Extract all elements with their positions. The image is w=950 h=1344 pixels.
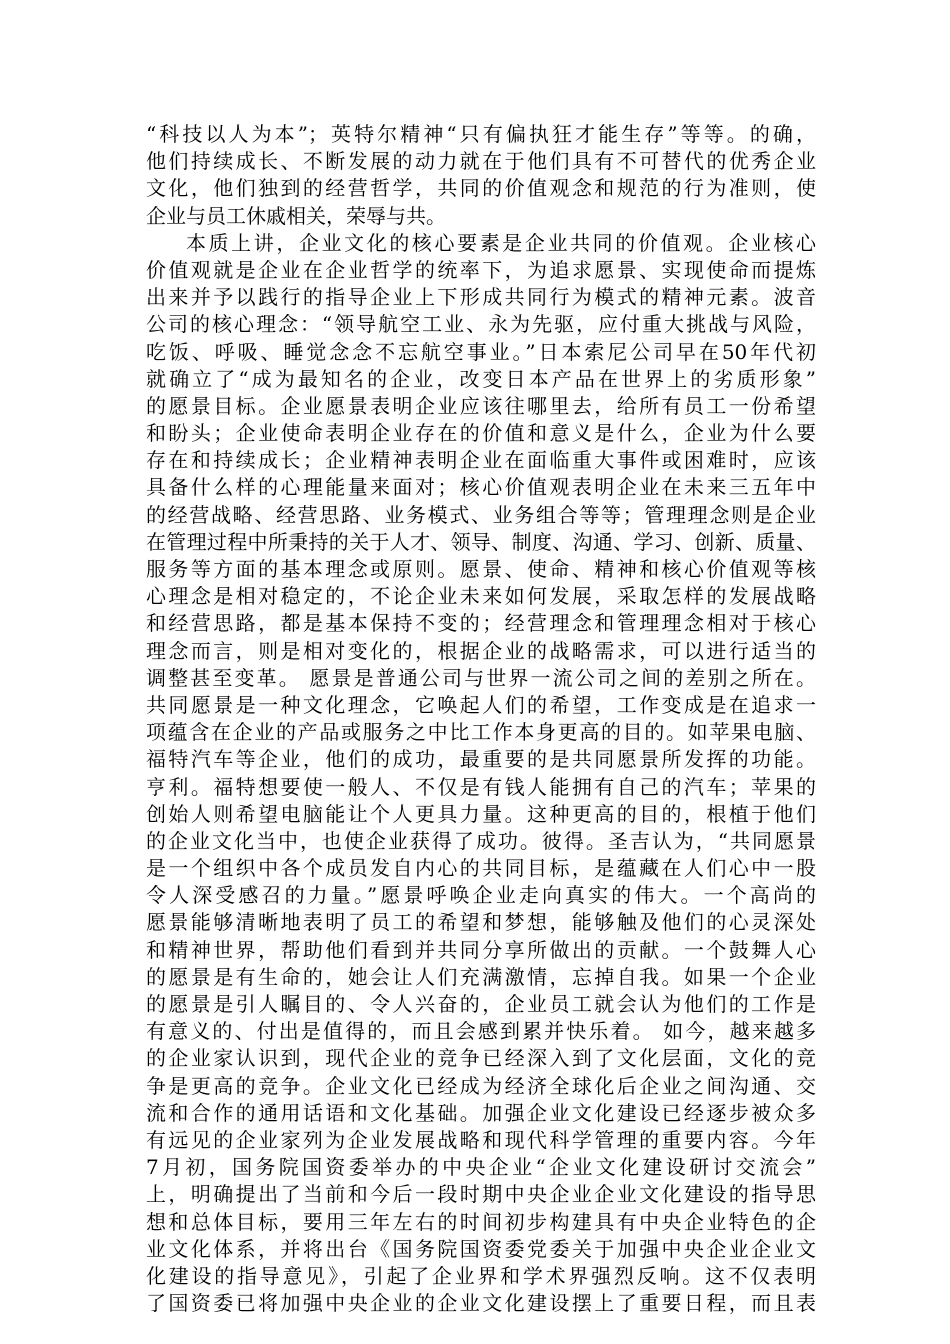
text-line: 创始人则希望电脑能让个人更具力量。这种更高的目的，根植于他们 [146, 801, 816, 826]
text-line: 争是更高的竞争。企业文化已经成为经济全球化后企业之间沟通、交 [146, 1073, 816, 1098]
text-line: 上，明确提出了当前和今后一段时期中央企业企业文化建设的指导思 [146, 1182, 816, 1207]
text-line: 愿景能够清晰地表明了员工的希望和梦想，能够触及他们的心灵深处 [146, 910, 816, 935]
text-line: 是一个组织中各个成员发自内心的共同目标，是蕴藏在人们心中一股 [146, 856, 816, 881]
text-line: 和精神世界，帮助他们看到并共同分享所做出的贡献。一个鼓舞人心 [146, 937, 816, 962]
text-line: 和经营思路，都是基本保持不变的；经营理念和管理理念相对于核心 [146, 611, 816, 636]
text-line: 想和总体目标，要用三年左右的时间初步构建具有中央企业特色的企 [146, 1209, 816, 1234]
body-text [146, 121, 816, 1317]
text-line: 具备什么样的心理能量来面对；核心价值观表明企业在未来三五年中 [146, 475, 816, 500]
text-line: 的愿景是有生命的，她会让人们充满激情，忘掉自我。如果一个企业 [146, 964, 816, 989]
text-line: 心理念是相对稳定的，不论企业未来如何发展，采取怎样的发展战略 [146, 584, 816, 609]
text-line: 化建设的指导意见》，引起了企业界和学术界强烈反响。这不仅表明 [146, 1263, 816, 1288]
text-line: 他们持续成长、不断发展的动力就在于他们具有不可替代的优秀企业 [146, 149, 816, 174]
text-line: 亨利。福特想要使一般人、不仅是有钱人能拥有自己的汽车；苹果的 [146, 774, 816, 799]
text-line: 服务等方面的基本理念或原则。愿景、使命、精神和核心价值观等核 [146, 557, 816, 581]
text-line: 和盼头；企业使命表明企业存在的价值和意义是什么，企业为什么要 [146, 421, 816, 446]
text-line: 文化，他们独到的经营哲学，共同的价值观念和规范的行为准则，使 [146, 176, 816, 201]
text-line: 出来并予以践行的指导企业上下形成共同行为模式的精神元素。波音 [146, 285, 816, 310]
text-line: 令人深受感召的力量。”愿景呼唤企业走向真实的伟大。一个高尚的 [146, 883, 816, 908]
text-line: 共同愿景是一种文化理念，它唤起人们的希望，工作变成是在追求一 [146, 692, 816, 717]
text-line: 项蕴含在企业的产品或服务之中比工作本身更高的目的。如苹果电脑、 [146, 720, 816, 745]
text-line: 价值观就是企业在企业哲学的统率下，为追求愿景、实现使命而提炼 [146, 257, 816, 282]
text-line: “科技以人为本”；英特尔精神“只有偏执狂才能生存”等等。的确， [146, 122, 816, 146]
paragraph-first-line: 本质上讲，企业文化的核心要素是企业共同的价值观。企业核心 [186, 230, 816, 255]
text-line: 在管理过程中所秉持的关于人才、领导、制度、沟通、学习、创新、质量、 [146, 529, 816, 554]
text-line: 理念而言，则是相对变化的，根据企业的战略需求，可以进行适当的 [146, 638, 816, 663]
text-line: 福特汽车等企业，他们的成功，最重要的是共同愿景所发挥的功能。 [146, 747, 816, 772]
text-line: 7月初，国务院国资委举办的中央企业“企业文化建设研讨交流会” [146, 1155, 816, 1180]
text-line: 有意义的、付出是值得的，而且会感到累并快乐着。 如今，越来越多 [146, 1019, 816, 1044]
text-line: 的经营战略、经营思路、业务模式、业务组合等等；管理理念则是企业 [146, 502, 816, 527]
text-line: 的愿景目标。企业愿景表明企业应该往哪里去，给所有员工一份希望 [146, 393, 816, 418]
text-line: 存在和持续成长；企业精神表明企业在面临重大事件或困难时，应该 [146, 448, 816, 473]
text-line: 的愿景是引人瞩目的、令人兴奋的，企业员工就会认为他们的工作是 [146, 992, 816, 1016]
text-line: 吃饭、呼吸、睡觉念念不忘航空事业。”日本索尼公司早在50年代初 [146, 339, 816, 364]
text-line: 公司的核心理念：“领导航空工业、永为先驱，应付重大挑战与风险， [146, 312, 816, 337]
text-line: 的企业家认识到，现代企业的竞争已经深入到了文化层面，文化的竞 [146, 1046, 816, 1071]
text-line: 有远见的企业家列为企业发展战略和现代科学管理的重要内容。今年 [146, 1127, 816, 1152]
text-line: 业文化体系，并将出台《国务院国资委党委关于加强中央企业企业文 [146, 1236, 816, 1261]
text-line: 企业与员工休戚相关，荣辱与共。 [146, 203, 446, 228]
text-line: 就确立了“成为最知名的企业，改变日本产品在世界上的劣质形象” [146, 366, 816, 391]
text-line: 的企业文化当中，也使企业获得了成功。彼得。圣吉认为，“共同愿景 [146, 828, 816, 853]
text-line: 流和合作的通用话语和文化基础。加强企业文化建设已经逐步被众多 [146, 1100, 816, 1125]
text-line: 了国资委已将加强中央企业的企业文化建设摆上了重要日程，而且表 [146, 1291, 816, 1316]
text-line: 调整甚至变革。 愿景是普通公司与世界一流公司之间的差别之所在。 [146, 665, 816, 690]
